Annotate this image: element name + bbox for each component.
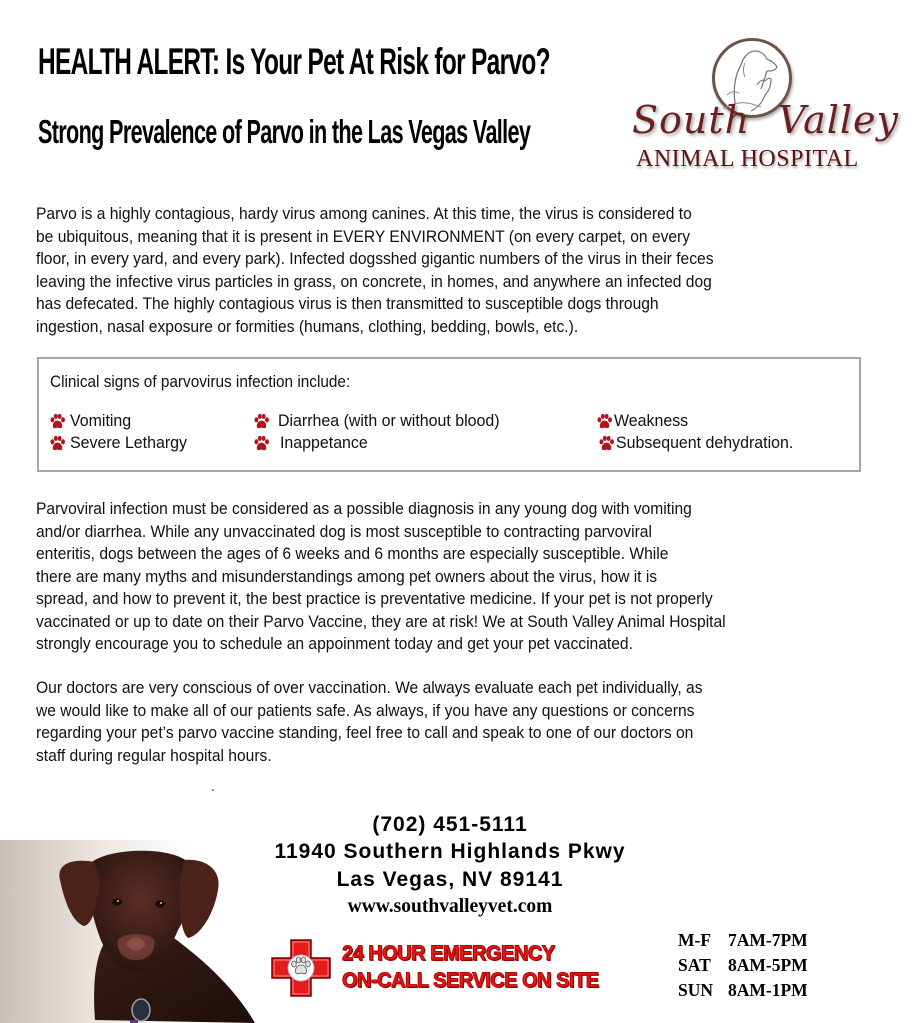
red-cross-paw-icon	[270, 938, 332, 998]
paw-print-icon	[253, 413, 270, 430]
hours-time: 7AM-7PM	[728, 930, 808, 950]
paragraph-line: strongly encourage you to schedule an appoinment today and get your pet vaccinated.	[36, 634, 633, 653]
logo-word-valley: Valley	[778, 98, 900, 142]
speck	[212, 789, 214, 791]
headline: HEALTH ALERT: Is Your Pet At Risk for Parvo?	[38, 41, 550, 82]
website-link[interactable]: www.southvalleyvet.com	[347, 896, 553, 917]
emergency-line-2: ON-CALL SERVICE ON SITE	[342, 969, 599, 992]
hours-row	[678, 928, 808, 953]
hours-row	[678, 978, 808, 1003]
clinical-signs-title: Clinical signs of parvovirus infection include:	[50, 373, 351, 391]
hours-time: 8AM-1PM	[728, 980, 808, 1000]
paragraph-line: leaving the infective virus particles in grass, on concrete, in homes, and anywhere an infected dog	[36, 271, 712, 291]
street-address: 11940 Southern Highlands Pkwy	[274, 840, 626, 863]
hours-row	[678, 953, 808, 978]
paw-print-icon	[49, 435, 66, 452]
paragraph-line: spread, and how to prevent it, the best practice is preventative medicine. If your pet is not properly	[36, 589, 713, 608]
hours-day: M-F	[678, 930, 712, 950]
sign-label: Vomiting	[70, 411, 132, 430]
sign-label: Inappetance	[280, 433, 368, 452]
doctors-paragraph	[36, 677, 827, 767]
paragraph-line: ingestion, nasal exposure or formities (humans, clothing, bedding, bowls, etc.).	[36, 316, 579, 336]
sign-item	[49, 411, 134, 431]
paw-print-icon	[596, 413, 613, 430]
hours-time: 8AM-5PM	[728, 955, 808, 975]
diagnosis-paragraph	[36, 498, 827, 656]
paragraph-line: there are many myths and misunderstandings among pet owners about the virus, how it is	[36, 566, 658, 586]
hospital-hours	[678, 928, 808, 1003]
logo-word-south: South	[632, 98, 751, 142]
hospital-logo	[628, 28, 898, 174]
paragraph-line: floor, in every yard, and every park). Infected dogsshed gigantic numbers of the virus in their feces	[36, 249, 714, 268]
sign-label: Diarrhea (with or without blood)	[278, 411, 500, 430]
contact-info	[230, 812, 670, 921]
paragraph-line: has defecated. The highly contagious virus is then transmitted to susceptible dogs through	[36, 294, 659, 313]
paragraph-line: and/or diarrhea. While any unvaccinated dog is most susceptible to contracting parvoviral	[36, 521, 652, 541]
sign-item	[596, 411, 692, 431]
subheadline: Strong Prevalence of Parvo in the Las Vegas Valley	[38, 113, 531, 150]
hours-day: SAT	[678, 955, 711, 975]
paragraph-line: Parvo is a highly contagious, hardy virus among canines. At this time, the virus is considered to	[36, 204, 692, 223]
phone-number[interactable]: (702) 451-5111	[372, 813, 528, 836]
paragraph-line: Our doctors are very conscious of over vaccination. We always evaluate each pet individually, as	[36, 678, 703, 697]
intro-paragraph	[36, 203, 827, 338]
sign-item	[49, 433, 193, 453]
logo-script-title	[632, 98, 900, 142]
hours-day: SUN	[678, 980, 714, 1000]
paragraph-line: Parvoviral infection must be considered as a possible diagnosis in any young dog with vomiting	[36, 499, 692, 518]
paw-print-icon	[253, 435, 270, 452]
paragraph-line: staff during regular hospital hours.	[36, 745, 272, 765]
paw-print-icon	[49, 413, 66, 430]
sign-label: Severe Lethargy	[70, 433, 187, 452]
paragraph-line: we would like to make all of our patients safe. As always, if you have any questions or concerns	[36, 700, 695, 720]
sign-label: Subsequent dehydration.	[616, 433, 794, 452]
emergency-text	[342, 940, 599, 994]
city-state-zip: Las Vegas, NV 89141	[336, 868, 564, 891]
paragraph-line: vaccinated or up to date on their Parvo Vaccine, they are at risk! We at South Valley Animal Hospital	[36, 611, 726, 631]
paragraph-line: regarding your pet’s parvo vaccine standing, feel free to call and speak to one of our doctors on	[36, 723, 694, 742]
clinical-signs-box	[37, 357, 861, 472]
paragraph-line: enteritis, dogs between the ages of 6 weeks and 6 months are especially susceptible. While	[36, 544, 669, 563]
paw-print-icon	[598, 435, 615, 452]
sign-item	[253, 411, 511, 431]
logo-subtitle: ANIMAL HOSPITAL	[636, 146, 859, 172]
sign-label: Weakness	[614, 411, 689, 430]
emergency-banner	[270, 936, 630, 1002]
paragraph-line: be ubiquitous, meaning that it is present in EVERY ENVIRONMENT (on every carpet, on every	[36, 226, 691, 246]
emergency-line-1: 24 HOUR EMERGENCY	[342, 942, 555, 965]
sign-item	[253, 433, 372, 453]
sign-item	[598, 433, 803, 453]
